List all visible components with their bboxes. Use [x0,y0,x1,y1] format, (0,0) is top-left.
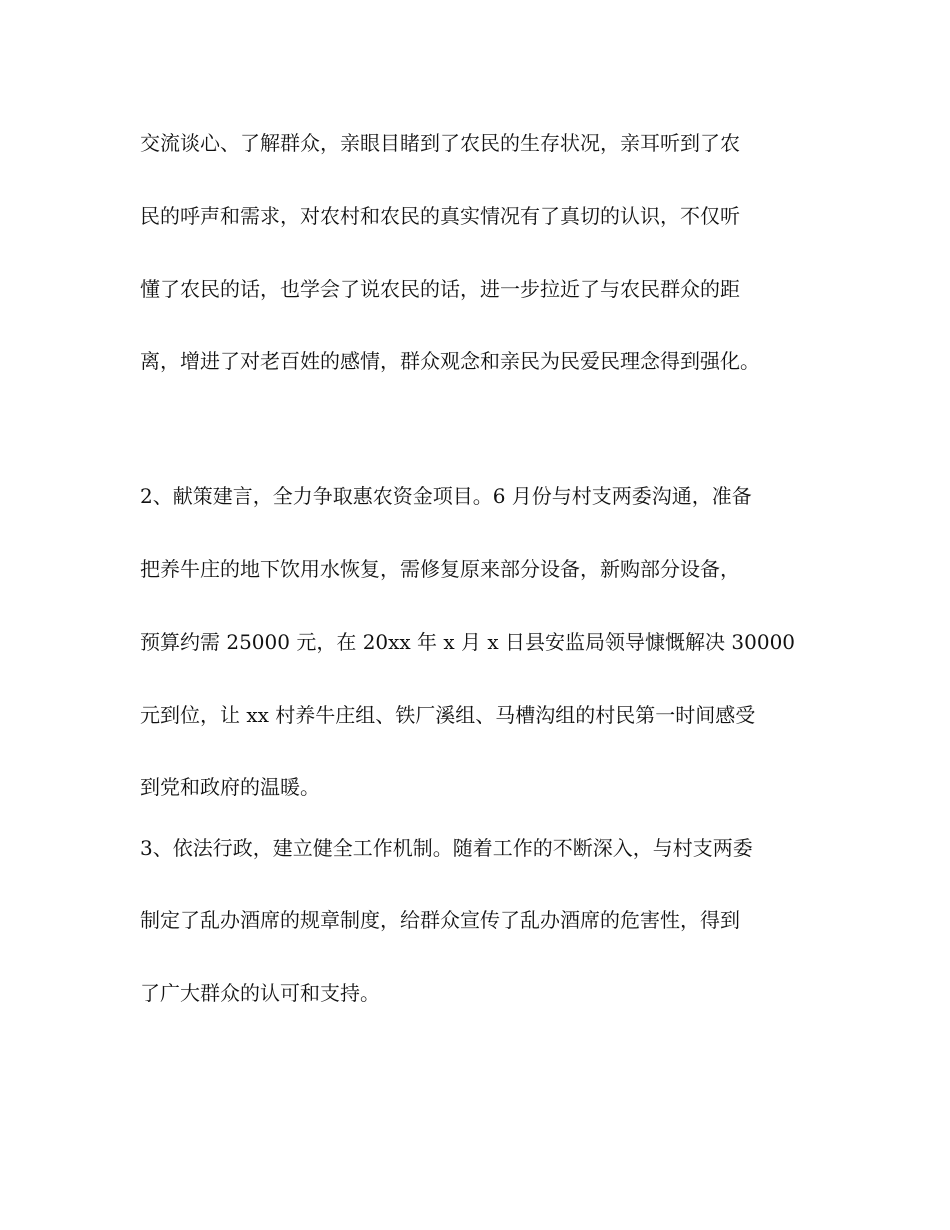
paragraph-1-line-4: 离，增进了对老百姓的感情，群众观念和亲民为民爱民理念得到强化。 [140,349,760,373]
paragraph-3-line-3: 了广大群众的认可和支持。 [140,981,380,1005]
paragraph-3-line-2: 制定了乱办酒席的规章制度，给群众宣传了乱办酒席的危害性，得到 [140,908,740,932]
paragraph-2-line-2: 把养牛庄的地下饮用水恢复，需修复原来部分设备，新购部分设备， [140,557,740,581]
paragraph-1-line-1: 交流谈心、了解群众，亲眼目睹到了农民的生存状况，亲耳听到了农 [140,131,740,155]
paragraph-3-line-1: 3、依法行政，建立健全工作机制。随着工作的不断深入，与村支两委 [140,836,753,860]
paragraph-1-line-3: 懂了农民的话，也学会了说农民的话，进一步拉近了与农民群众的距 [140,277,740,301]
paragraph-1-line-2: 民的呼声和需求，对农村和农民的真实情况有了真切的认识，不仅听 [140,204,740,228]
paragraph-2-line-1: 2、献策建言，全力争取惠农资金项目。6 月份与村支两委沟通，准备 [140,484,752,508]
paragraph-2-line-4: 元到位，让 xx 村养牛庄组、铁厂溪组、马槽沟组的村民第一时间感受 [140,703,756,727]
paragraph-2-line-3: 预算约需 25000 元，在 20xx 年 x 月 x 日县安监局领导慷慨解决 30000 [140,630,796,654]
paragraph-2-line-5: 到党和政府的温暖。 [140,775,320,799]
